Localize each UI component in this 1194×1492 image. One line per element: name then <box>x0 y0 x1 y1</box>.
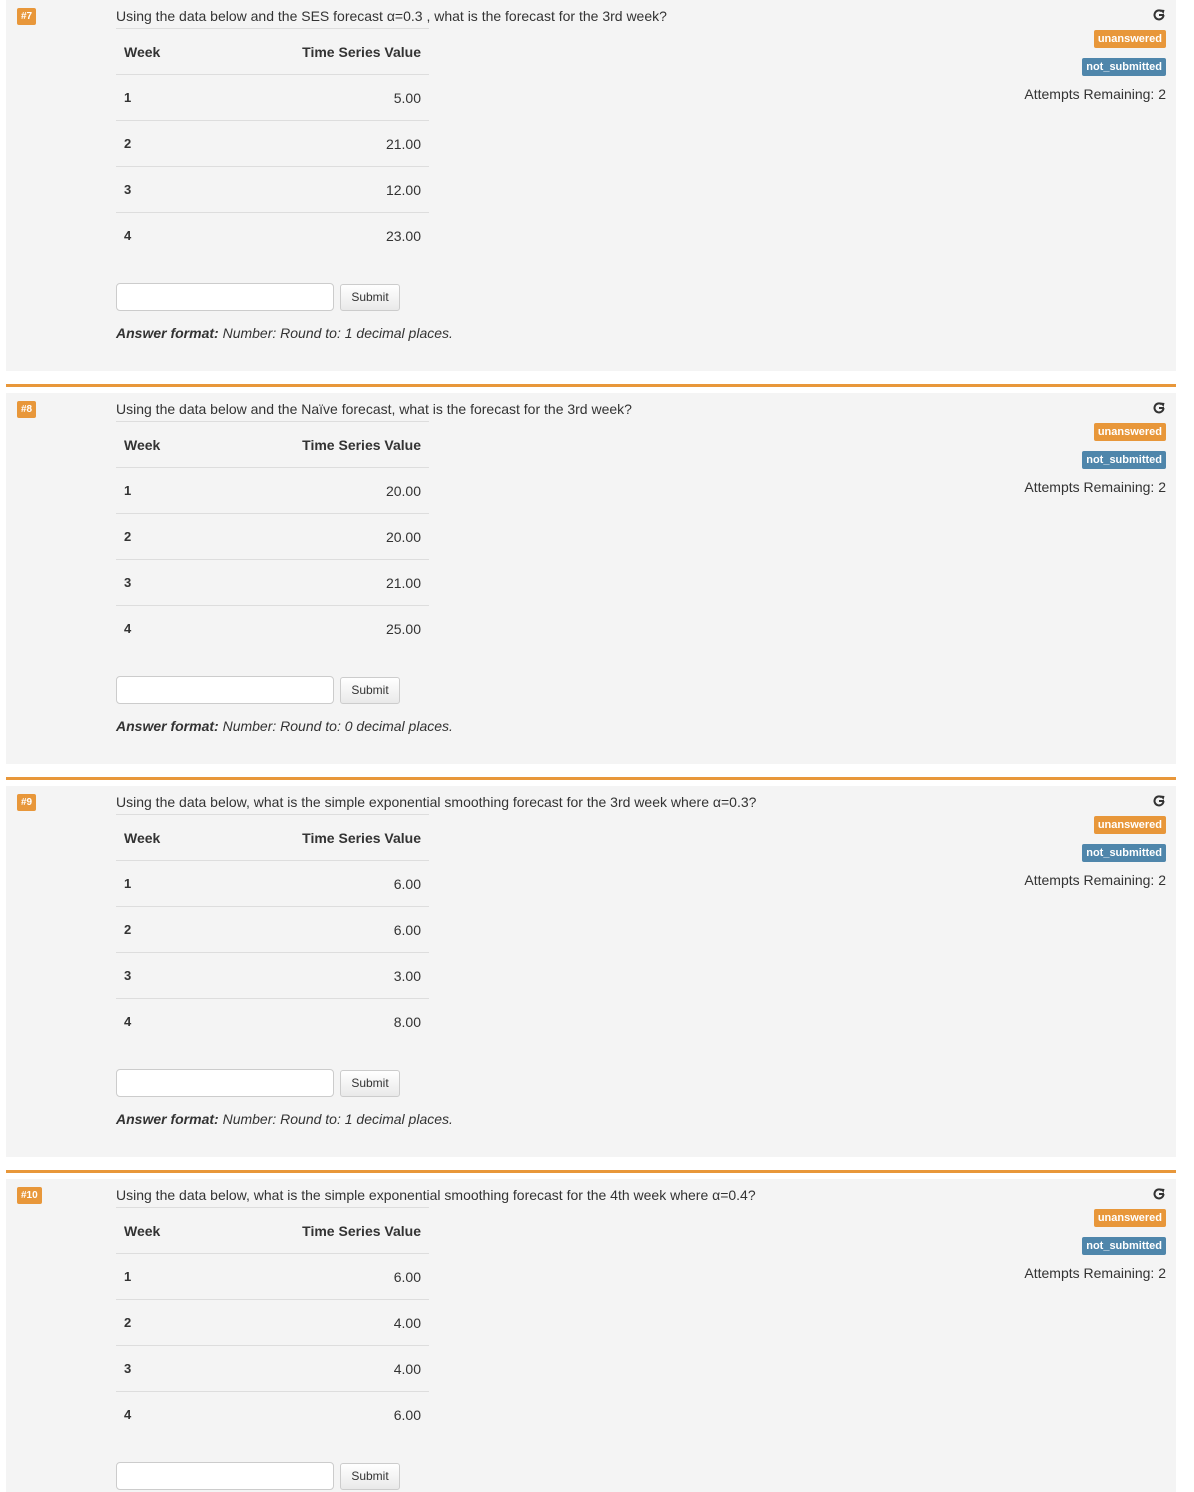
table-row <box>116 999 429 1045</box>
table-row <box>116 861 429 907</box>
submit-button[interactable]: Submit <box>340 284 400 311</box>
submit-button[interactable]: Submit <box>340 677 400 704</box>
cell-value: 4.00 <box>204 1300 430 1346</box>
refresh-icon[interactable] <box>1152 794 1166 808</box>
question-number-badge: #9 <box>17 794 36 811</box>
table-row <box>116 1300 429 1346</box>
cell-value: 21.00 <box>204 560 430 606</box>
table-header-row <box>116 1208 429 1254</box>
column-header-week: Week <box>116 422 204 468</box>
answer-format-text: Number: Round to: 1 decimal places. <box>218 325 453 341</box>
cell-week: 4 <box>116 999 204 1045</box>
cell-value: 23.00 <box>204 213 430 259</box>
table-row <box>116 953 429 999</box>
cell-value: 4.00 <box>204 1346 430 1392</box>
answer-format-text: Number: Round to: 1 decimal places. <box>218 1111 453 1127</box>
table-row <box>116 1346 429 1392</box>
question-text: Using the data below, what is the simple exponential smoothing forecast for the 4th week where α=0.4? <box>116 1187 756 1203</box>
cell-value: 12.00 <box>204 167 430 213</box>
attempts-remaining: Attempts Remaining: 2 <box>1024 872 1166 888</box>
refresh-icon[interactable] <box>1152 8 1166 22</box>
table-row <box>116 121 429 167</box>
refresh-icon[interactable] <box>1152 401 1166 415</box>
answer-input[interactable] <box>116 1069 334 1097</box>
attempts-remaining: Attempts Remaining: 2 <box>1024 86 1166 102</box>
data-table <box>116 814 429 1045</box>
question-separator <box>6 1170 1176 1173</box>
cell-week: 1 <box>116 861 204 907</box>
cell-week: 3 <box>116 167 204 213</box>
submit-button[interactable]: Submit <box>340 1070 400 1097</box>
cell-value: 3.00 <box>204 953 430 999</box>
table-row <box>116 606 429 652</box>
answer-input[interactable] <box>116 283 334 311</box>
answer-format-note <box>116 718 453 734</box>
cell-value: 8.00 <box>204 999 430 1045</box>
cell-week: 4 <box>116 1392 204 1438</box>
question-card <box>6 786 1176 1157</box>
table-header-row <box>116 815 429 861</box>
status-badge-unanswered: unanswered <box>1094 30 1166 48</box>
question-text: Using the data below and the SES forecast α=0.3 , what is the forecast for the 3rd week? <box>116 8 667 24</box>
table-row <box>116 1392 429 1438</box>
cell-week: 3 <box>116 953 204 999</box>
table-row <box>116 213 429 259</box>
answer-format-note <box>116 1111 453 1127</box>
cell-value: 6.00 <box>204 1254 430 1300</box>
table-row <box>116 167 429 213</box>
table-row <box>116 1254 429 1300</box>
cell-value: 6.00 <box>204 1392 430 1438</box>
table-row <box>116 514 429 560</box>
cell-value: 25.00 <box>204 606 430 652</box>
data-table <box>116 1207 429 1438</box>
cell-week: 3 <box>116 560 204 606</box>
question-separator <box>6 384 1176 387</box>
question-text: Using the data below and the Naïve forecast, what is the forecast for the 3rd week? <box>116 401 632 417</box>
cell-value: 20.00 <box>204 514 430 560</box>
attempts-remaining: Attempts Remaining: 2 <box>1024 1265 1166 1281</box>
cell-value: 6.00 <box>204 907 430 953</box>
table-row <box>116 560 429 606</box>
column-header-week: Week <box>116 29 204 75</box>
table-header-row <box>116 422 429 468</box>
status-badge-not-submitted: not_submitted <box>1082 1237 1166 1255</box>
status-badge-not-submitted: not_submitted <box>1082 58 1166 76</box>
cell-week: 1 <box>116 75 204 121</box>
cell-week: 1 <box>116 468 204 514</box>
column-header-value: Time Series Value <box>204 422 430 468</box>
column-header-value: Time Series Value <box>204 1208 430 1254</box>
status-badge-not-submitted: not_submitted <box>1082 844 1166 862</box>
answer-format-text: Number: Round to: 0 decimal places. <box>218 718 453 734</box>
question-card <box>6 1179 1176 1492</box>
cell-value: 6.00 <box>204 861 430 907</box>
attempts-remaining: Attempts Remaining: 2 <box>1024 479 1166 495</box>
cell-week: 3 <box>116 1346 204 1392</box>
cell-week: 2 <box>116 121 204 167</box>
question-separator <box>6 777 1176 780</box>
question-number-badge: #7 <box>17 8 36 25</box>
column-header-week: Week <box>116 815 204 861</box>
column-header-value: Time Series Value <box>204 815 430 861</box>
cell-value: 21.00 <box>204 121 430 167</box>
cell-value: 5.00 <box>204 75 430 121</box>
answer-input[interactable] <box>116 1462 334 1490</box>
answer-format-label: Answer format: <box>116 1111 219 1127</box>
question-number-badge: #10 <box>17 1187 42 1204</box>
answer-input[interactable] <box>116 676 334 704</box>
cell-week: 2 <box>116 1300 204 1346</box>
question-number-badge: #8 <box>17 401 36 418</box>
cell-week: 4 <box>116 213 204 259</box>
table-row <box>116 468 429 514</box>
answer-format-label: Answer format: <box>116 325 219 341</box>
cell-week: 2 <box>116 514 204 560</box>
cell-week: 2 <box>116 907 204 953</box>
table-row <box>116 75 429 121</box>
status-badge-unanswered: unanswered <box>1094 423 1166 441</box>
question-card <box>6 393 1176 764</box>
cell-value: 20.00 <box>204 468 430 514</box>
status-badge-not-submitted: not_submitted <box>1082 451 1166 469</box>
table-header-row <box>116 29 429 75</box>
table-row <box>116 907 429 953</box>
status-badge-unanswered: unanswered <box>1094 1209 1166 1227</box>
data-table <box>116 421 429 652</box>
answer-format-label: Answer format: <box>116 718 219 734</box>
answer-format-note <box>116 325 453 341</box>
refresh-icon[interactable] <box>1152 1187 1166 1201</box>
question-card <box>6 0 1176 371</box>
column-header-value: Time Series Value <box>204 29 430 75</box>
cell-week: 1 <box>116 1254 204 1300</box>
question-text: Using the data below, what is the simple exponential smoothing forecast for the 3rd week where α=0.3? <box>116 794 757 810</box>
submit-button[interactable]: Submit <box>340 1463 400 1490</box>
column-header-week: Week <box>116 1208 204 1254</box>
data-table <box>116 28 429 259</box>
status-badge-unanswered: unanswered <box>1094 816 1166 834</box>
cell-week: 4 <box>116 606 204 652</box>
